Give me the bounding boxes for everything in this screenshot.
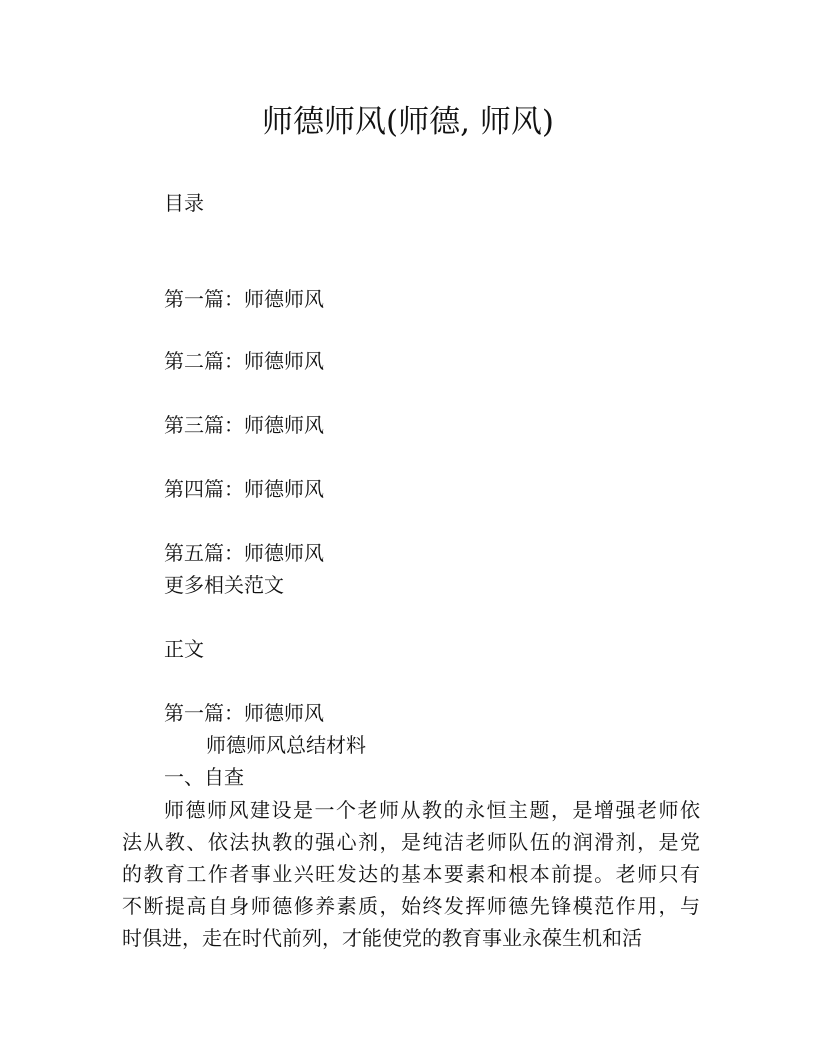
- paragraph-line: 不断提高自身师德修养素质，始终发挥师德先锋模范作用，与: [122, 894, 700, 918]
- body-paragraph: [122, 794, 700, 954]
- paragraph-line: 时俱进，走在时代前列，才能使党的教育事业永葆生机和活: [122, 926, 642, 950]
- more-related-link[interactable]: 更多相关范文: [164, 573, 284, 597]
- toc-item[interactable]: 第三篇：师德师风: [164, 413, 324, 437]
- toc-item[interactable]: 第五篇：师德师风: [164, 541, 324, 565]
- document-title: 师德师风(师德, 师风): [262, 104, 554, 140]
- paragraph-line: 法从教、依法执教的强心剂，是纯洁老师队伍的润滑剂，是党: [122, 830, 700, 854]
- toc-item[interactable]: 第二篇：师德师风: [164, 349, 324, 373]
- paragraph-line: 的教育工作者事业兴旺发达的基本要素和根本前提。老师只有: [122, 862, 700, 886]
- body-heading: 正文: [164, 637, 204, 661]
- paragraph-line: 师德师风建设是一个老师从教的永恒主题，是增强老师依: [164, 798, 700, 822]
- section-heading: 第一篇：师德师风: [164, 701, 324, 725]
- part-heading: 一、自查: [164, 765, 244, 789]
- toc-heading: 目录: [164, 191, 204, 215]
- section-subtitle: 师德师风总结材料: [206, 733, 366, 757]
- toc-item[interactable]: 第四篇：师德师风: [164, 477, 324, 501]
- toc-item[interactable]: 第一篇：师德师风: [164, 287, 324, 311]
